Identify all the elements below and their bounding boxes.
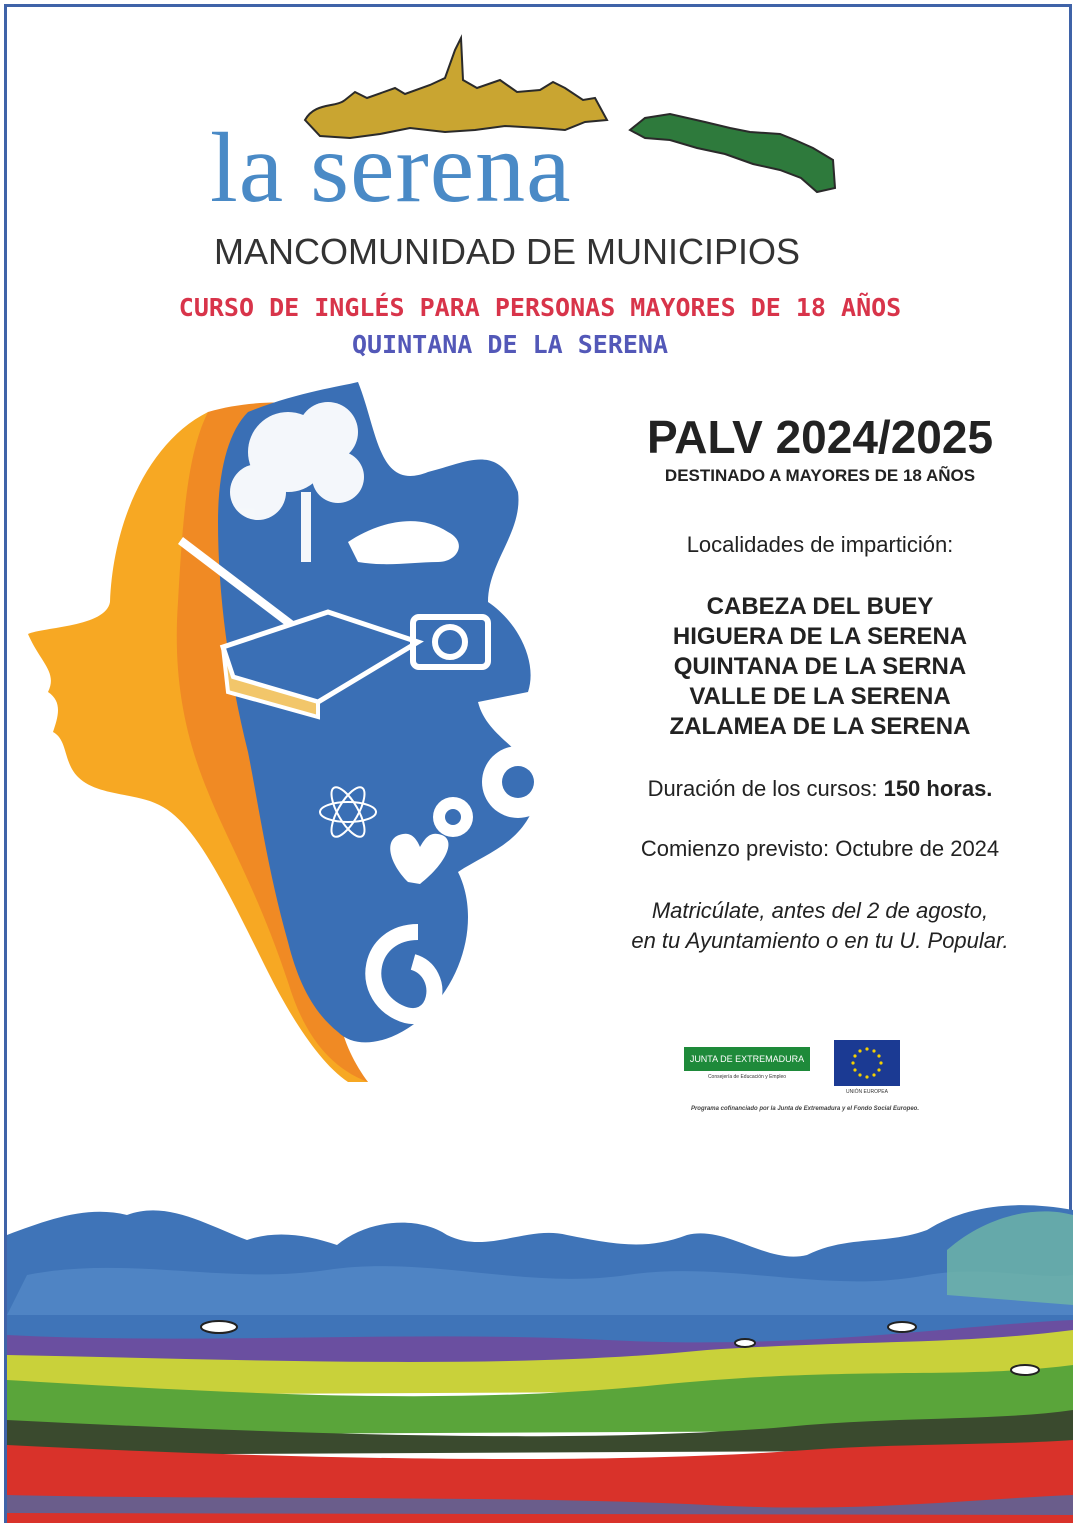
eu-label: UNIÓN EUROPEA	[846, 1089, 888, 1095]
locations-list	[590, 592, 1050, 742]
enroll-line-2: en tu Ayuntamiento o en tu U. Popular.	[631, 928, 1009, 953]
junta-subtitle: Consejería de Educación y Empleo	[707, 1074, 787, 1080]
location-item: ZALAMEA DE LA SERENA	[669, 713, 971, 740]
target-audience: DESTINADO A MAYORES DE 18 AÑOS	[664, 466, 976, 485]
info-panel	[590, 410, 1050, 956]
duration-label: Duración de los cursos:	[647, 776, 878, 801]
enroll-line-1: Matricúlate, antes del 2 de agosto,	[651, 898, 989, 923]
program-title: PALV 2024/2025	[646, 411, 994, 463]
eu-stars-icon	[834, 1040, 900, 1086]
enrollment-note	[590, 896, 1050, 956]
location-item: QUINTANA DE LA SERNA	[673, 653, 967, 680]
subtitle: MANCOMUNIDAD DE MUNICIPIOS	[214, 231, 801, 272]
location-item: CABEZA DEL BUEY	[706, 593, 934, 620]
junta-extremadura-logo: JUNTA DE EXTREMADURA	[684, 1047, 810, 1071]
duration-value: 150 horas.	[883, 776, 993, 801]
green-region-shape	[630, 114, 835, 192]
cofinancing-note: Programa cofinanciado por la Junta de Extremadura y el Fondo Social Europeo.	[690, 1106, 920, 1112]
location-item: HIGUERA DE LA SERENA	[672, 623, 968, 650]
head-illustration	[18, 372, 598, 1092]
start-date: Comienzo previsto: Octubre de 2024	[640, 836, 1000, 861]
duration	[590, 776, 1050, 802]
course-location: QUINTANA DE LA SERENA	[351, 330, 669, 359]
landscape-painting	[7, 1195, 1073, 1523]
gear-icon-small	[433, 797, 473, 837]
location-item: VALLE DE LA SERENA	[689, 683, 951, 710]
logo-text: la serena	[210, 112, 572, 223]
gear-icon-large	[482, 746, 554, 818]
locations-label: Localidades de impartición:	[686, 532, 954, 557]
course-title: CURSO DE INGLÉS PARA PERSONAS MAYORES DE 18 AÑOS	[178, 293, 902, 322]
